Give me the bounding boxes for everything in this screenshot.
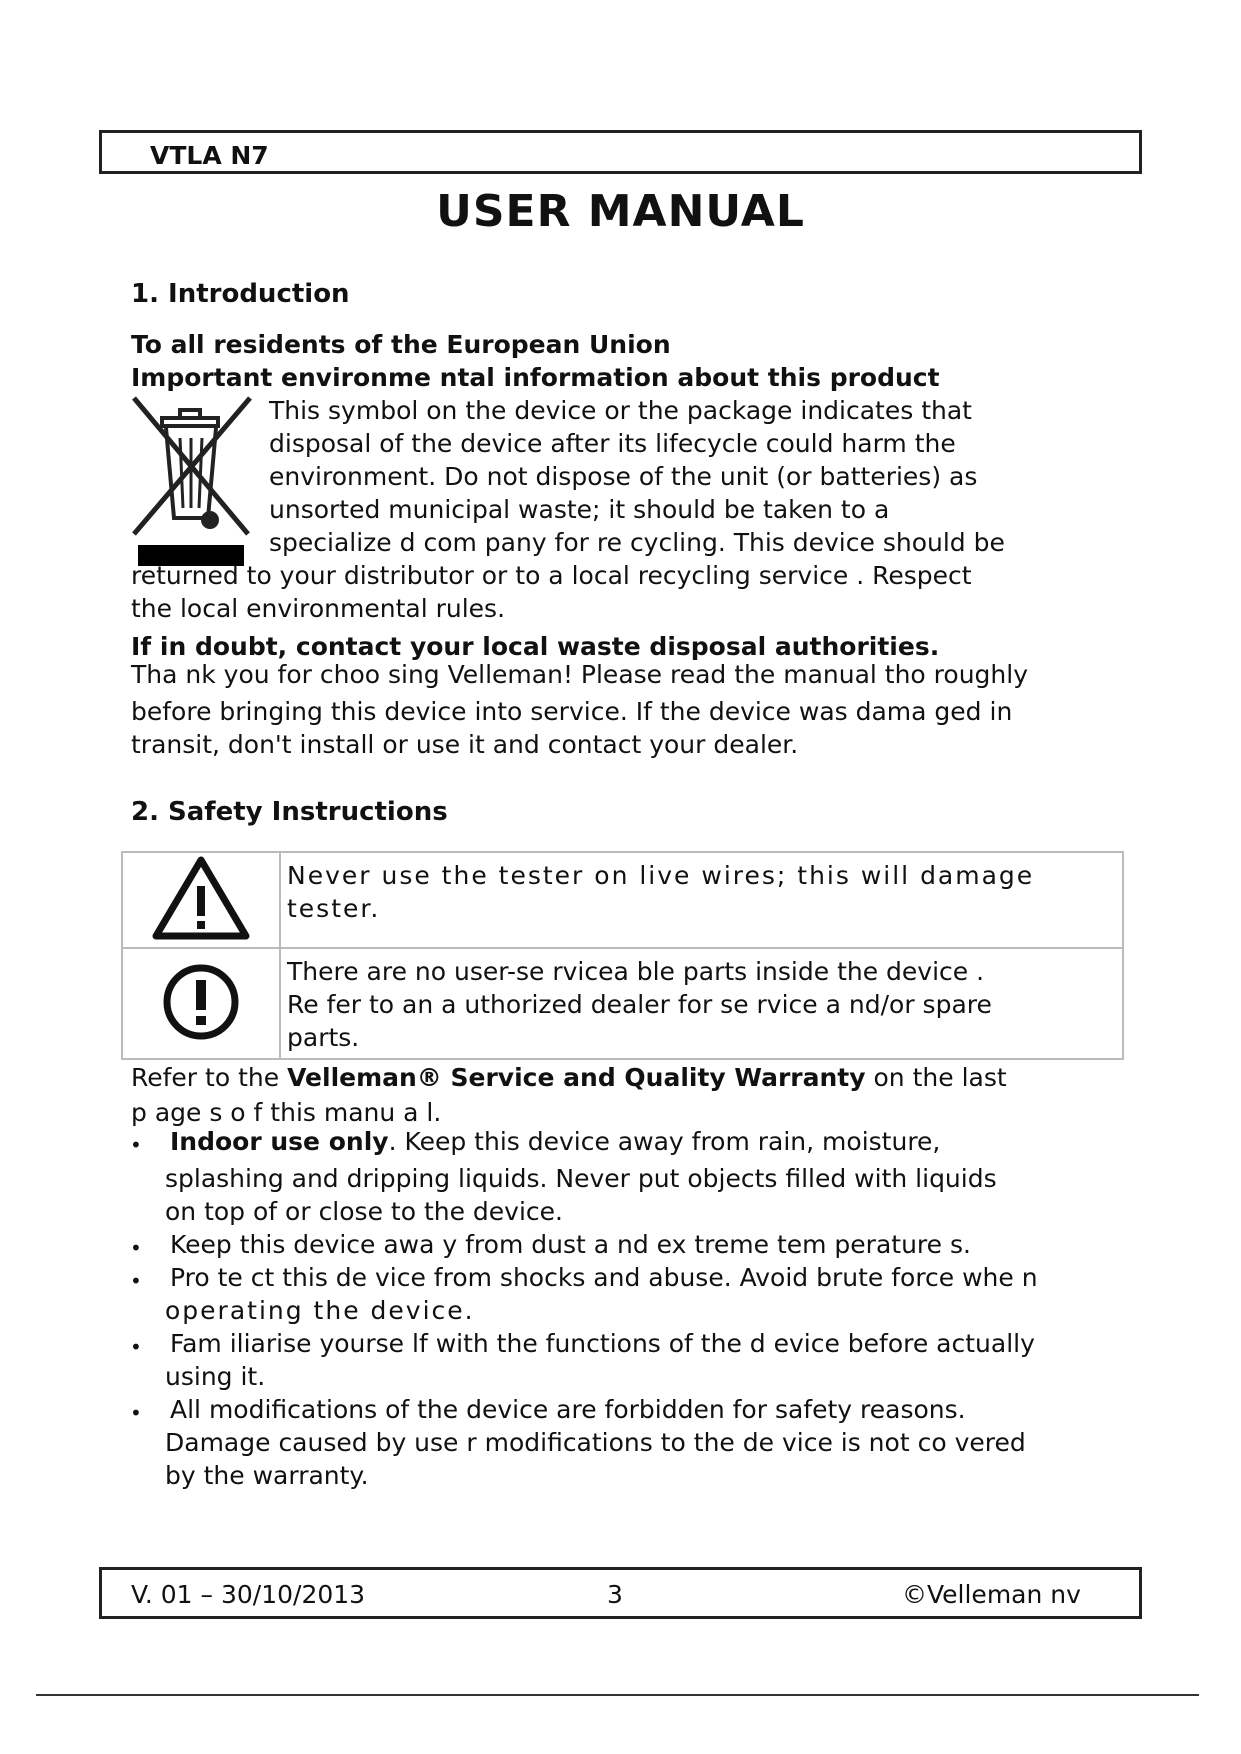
bullet-cont: on top of or close to the device.: [165, 1197, 563, 1226]
warranty-reference: [131, 1063, 1007, 1092]
bullet-bold: Indoor use only: [170, 1127, 389, 1156]
safety-text-line: There are no user-se rvicea ble parts inside the device .: [287, 957, 985, 986]
footer-copyright: ©Velleman nv: [902, 1580, 1081, 1609]
bullet-text: Keep this device awa y from dust a nd ex treme tem perature s.: [170, 1230, 971, 1259]
safety-row: [122, 852, 1123, 948]
bullet-cont: operating the device.: [165, 1296, 475, 1325]
safety-text-line: Re fer to an a uthorized dealer for se rvice a nd/or spare: [287, 990, 992, 1019]
weee-text-line: specialize d com pany for re cycling. This device should be: [269, 528, 1005, 557]
intro-heading: 1. Introduction: [131, 279, 350, 309]
local-rules-line: the local environmental rules.: [131, 594, 506, 623]
env-info-line: Important environme ntal information about this product: [131, 363, 940, 392]
weee-text-line: This symbol on the device or the package indicates that: [269, 396, 972, 425]
bullet-cont: Damage caused by use r modifications to the de vice is not co vered: [165, 1428, 1026, 1457]
warranty-reference-line2: p age s o f this manu a l.: [131, 1098, 442, 1127]
page-title: USER MANUAL: [436, 186, 805, 237]
weee-text-line: disposal of the device after its lifecycle could harm the: [269, 429, 956, 458]
safety-text-line: tester.: [287, 894, 381, 923]
safety-heading: 2. Safety Instructions: [131, 797, 448, 827]
safety-text-line: Never use the tester on live wires; this will damage: [287, 861, 1035, 890]
weee-text-line: unsorted municipal waste; it should be taken to a: [269, 495, 890, 524]
thanks-line: transit, don't install or use it and contact your dealer.: [131, 730, 799, 759]
warning-triangle-icon: [151, 854, 251, 942]
exclamation-circle-icon: [161, 962, 241, 1042]
safety-text-line: parts.: [287, 1023, 360, 1052]
bullet-cont: using it.: [165, 1362, 266, 1391]
bullet-text: Pro te ct this de vice from shocks and abuse. Avoid brute force whe n: [170, 1263, 1038, 1292]
warranty-suffix: on the last: [865, 1063, 1007, 1092]
bullet-cont: by the warranty.: [165, 1461, 369, 1490]
weee-text-line: environment. Do not dispose of the unit (or batteries) as: [269, 462, 978, 491]
warranty-prefix: Refer to the: [131, 1063, 288, 1092]
footer-version: V. 01 – 30/10/2013: [131, 1580, 366, 1609]
footer-page-number: 3: [607, 1580, 623, 1609]
bottom-rule: [36, 1694, 1199, 1696]
returned-line: returned to your distributor or to a local recycling service . Respect: [131, 561, 972, 590]
safety-text-cell: [280, 948, 1123, 1059]
thanks-line: Tha nk you for choo sing Velleman! Please read the manual tho roughly: [131, 660, 1028, 689]
crossed-bin-icon: [128, 396, 260, 546]
bullet-cont: splashing and dripping liquids. Never put objects filled with liquids: [165, 1164, 997, 1193]
safety-table: [121, 851, 1124, 1060]
bullet-text: . Keep this device away from rain, moisture,: [388, 1127, 941, 1156]
safety-row: [122, 948, 1123, 1059]
safety-icon-cell: [122, 852, 280, 948]
thanks-line: before bringing this device into service. If the device was dama ged in: [131, 697, 1013, 726]
safety-icon-cell: [122, 948, 280, 1059]
warranty-bold: Velleman® Service and Quality Warranty: [287, 1063, 866, 1092]
eu-line: To all residents of the European Union: [131, 330, 671, 359]
model-label: VTLA N7: [150, 141, 269, 170]
bullet-text: Fam iliarise yourse lf with the functions of the d evice before actually: [170, 1329, 1035, 1358]
bullet-text: All modifications of the device are forbidden for safety reasons.: [170, 1395, 966, 1424]
safety-text-cell: [280, 852, 1123, 948]
doubt-line: If in doubt, contact your local waste disposal authorities.: [131, 632, 940, 661]
